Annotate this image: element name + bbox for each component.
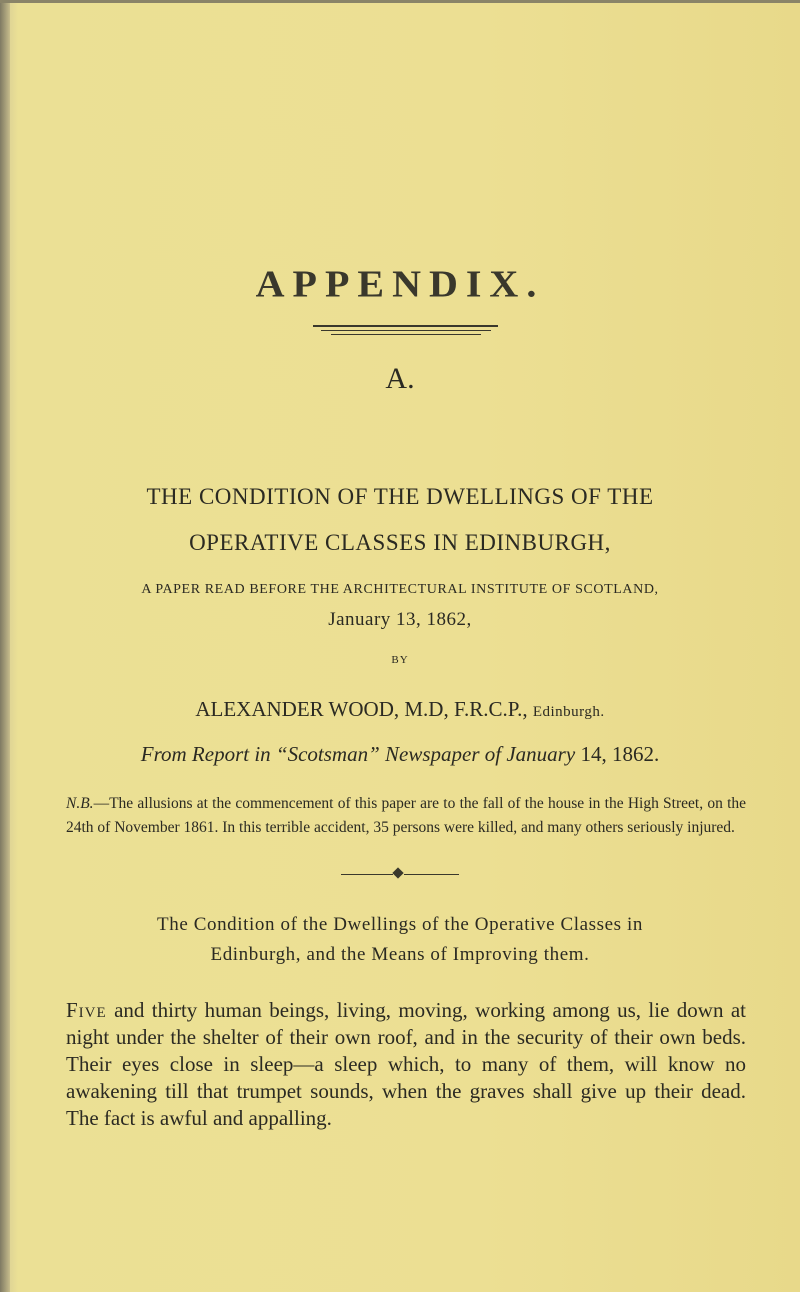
paper-title-line-2: OPERATIVE CLASSES IN EDINBURGH, xyxy=(189,530,611,555)
body-text: and thirty human beings, living, moving, working among us, lie down at night under the shelter of their own roof, and in the security of their own beds. Their eyes close in sleep—a sleep which, to many of them, will know no awakening till that trumpet sounds, when the graves shall give up their dead. The fact is awful and appalling. xyxy=(66,998,746,1130)
diamond-ornament-icon xyxy=(392,867,403,878)
by-label: BY xyxy=(391,654,409,666)
divider-line-right xyxy=(404,874,459,875)
section-divider xyxy=(341,867,459,881)
page-top-edge xyxy=(0,0,800,3)
body-lead-word: Five xyxy=(66,998,107,1022)
source-date: 14, 1862. xyxy=(580,742,660,766)
paper-date: January 13, 1862, xyxy=(328,609,472,630)
author-name: ALEXANDER WOOD, M.D, F.R.C.P., xyxy=(195,697,528,721)
editor-note xyxy=(66,792,746,840)
paper-title-line-1: THE CONDITION OF THE DWELLINGS OF THE xyxy=(146,484,654,509)
paper-read-note: A PAPER READ BEFORE THE ARCHITECTURAL INSTITUTE OF SCOTLAND, xyxy=(141,582,659,597)
title-rule xyxy=(313,325,498,337)
source-line xyxy=(0,742,800,767)
rule-line-thin xyxy=(331,334,481,335)
body-paragraph xyxy=(66,997,746,1132)
source-text: From Report in “Scotsman” Newspaper of January xyxy=(140,742,576,766)
author-line xyxy=(0,697,800,722)
rule-line-thick xyxy=(313,325,498,327)
rule-line-thin xyxy=(321,330,491,331)
section-heading-line-1: The Condition of the Dwellings of the Operative Classes in xyxy=(157,914,643,935)
appendix-title: APPENDIX. xyxy=(255,262,545,305)
section-letter: A. xyxy=(385,362,415,395)
page-spine-edge xyxy=(0,0,10,1292)
author-place: Edinburgh. xyxy=(532,704,605,720)
section-heading-line-2: Edinburgh, and the Means of Improving them. xyxy=(210,944,590,965)
note-label: N.B. xyxy=(66,795,94,812)
note-text: —The allusions at the commencement of this paper are to the fall of the house in the High Street, on the 24th of November 1861. In this terrible accident, 35 persons were killed, and many others seriously injured. xyxy=(66,795,746,836)
divider-line-left xyxy=(341,874,393,875)
section-heading xyxy=(80,910,720,970)
